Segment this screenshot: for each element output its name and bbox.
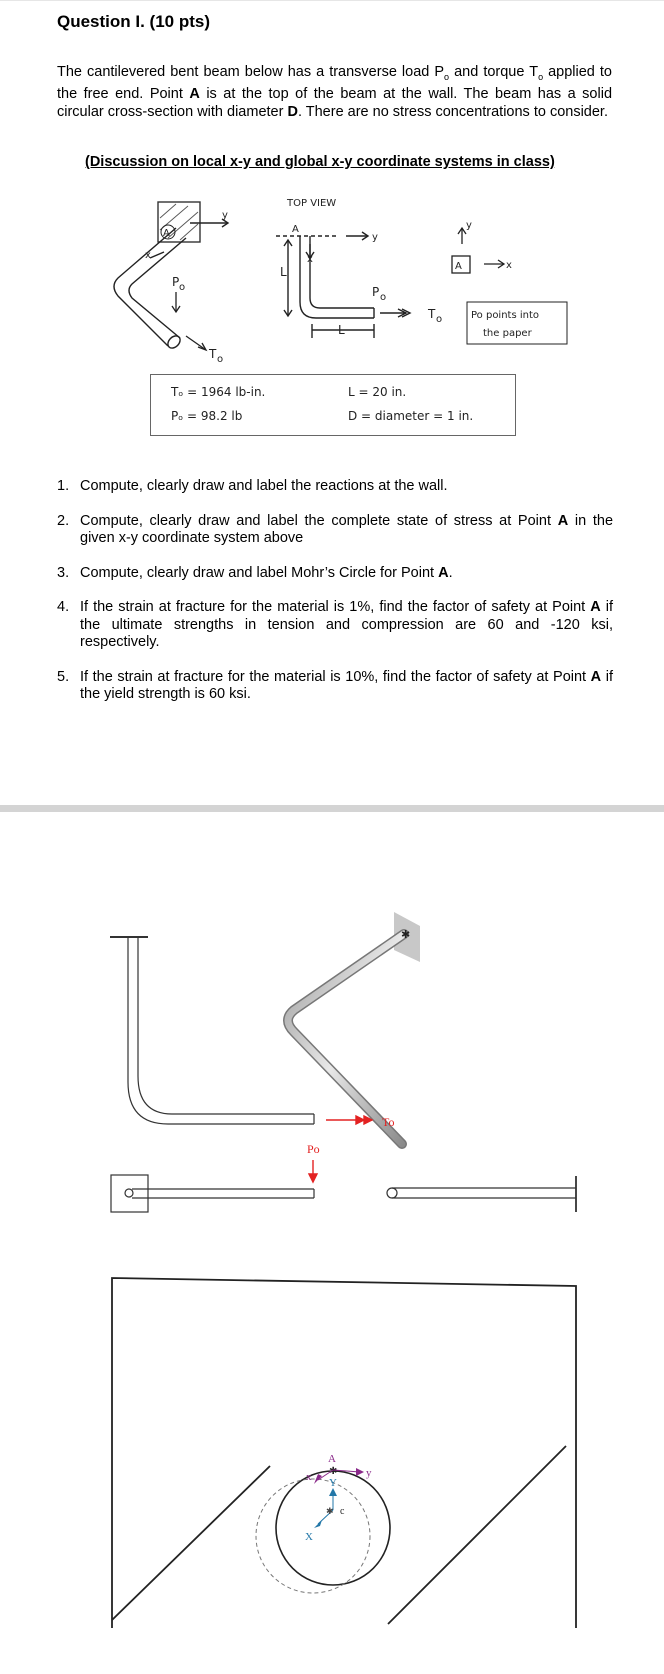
problem-statement: The cantilevered bent beam below has a transverse load $P_o$ and torque $T_o$ applied to the free end. Point A is at the top of the beam at the wall. The beam has a solid circular cross-section with diameter D. There are no stress concentrations to consider. xyxy=(57,64,613,120)
cad-torque-arrow xyxy=(326,1116,372,1124)
top-view-l-horizontal: L xyxy=(338,323,345,337)
global-x-label: x xyxy=(506,260,512,271)
cad-torque-label: To xyxy=(382,1115,395,1129)
svg-text:✱: ✱ xyxy=(326,1507,334,1517)
top-view-l-vertical: L xyxy=(280,265,287,279)
task-item: 4. If the strain at fracture for the material is 1%, find the factor of safety at Point A if the ultimate strengths in tension and compression are 60 and -120 ksi, respectively. xyxy=(57,599,613,650)
top-view-p-label: P xyxy=(372,285,380,299)
given-torque: Tₒ = 1964 lb-in. xyxy=(171,385,266,399)
sketch-local-x-label: x xyxy=(145,250,151,261)
sketch-point-a-label: A xyxy=(163,228,170,239)
cad-side-view-beam xyxy=(387,1176,576,1212)
given-length: L = 20 in. xyxy=(348,385,407,399)
cad-global-x-label: X xyxy=(305,1531,313,1543)
cad-load-label: Po xyxy=(307,1142,320,1156)
cad-section-axes xyxy=(314,1466,364,1528)
discussion-note: (Discussion on local x-y and global x-y coordinate systems in class) xyxy=(85,154,555,170)
top-view-t-label: T xyxy=(428,307,436,321)
sketch-local-y-label: y xyxy=(222,210,228,221)
cad-global-y-label: Y xyxy=(329,1477,337,1489)
global-point-a-label: A xyxy=(455,261,462,272)
note-line-2: the paper xyxy=(483,328,532,339)
cad-point-a-label: A xyxy=(328,1453,336,1465)
sketch-t-sub-left: o xyxy=(217,354,224,365)
given-load: Pₒ = 98.2 lb xyxy=(171,409,243,423)
top-view-p-sub: o xyxy=(380,292,387,303)
cad-local-x-label: x xyxy=(306,1471,312,1483)
cad-3d-beam xyxy=(288,912,420,1144)
global-y-label: y xyxy=(466,220,472,231)
task-item: 1. Compute, clearly draw and label the reactions at the wall. xyxy=(57,478,448,494)
top-view-label: TOP VIEW xyxy=(287,198,337,209)
sketch-t-label-left: T xyxy=(209,347,217,361)
task-item: 3. Compute, clearly draw and label Mohr’s Circle for Point A. xyxy=(57,564,453,581)
sketch-p-label: P xyxy=(172,275,180,289)
svg-text:✱: ✱ xyxy=(401,928,411,941)
sketch-p-sub: o xyxy=(179,282,186,293)
top-view-y-label: y xyxy=(372,232,378,243)
cad-center-label: c xyxy=(340,1506,345,1517)
task-item: 5. If the strain at fracture for the material is 10%, find the factor of safety at Point A if the yield strength is 60 ksi. xyxy=(57,668,613,702)
note-line-1: Po points into xyxy=(471,310,540,321)
question-title: Question I. (10 pts) xyxy=(57,12,211,31)
cad-top-view-beam xyxy=(110,937,314,1124)
cad-front-view-beam xyxy=(111,1175,314,1212)
svg-text:✱: ✱ xyxy=(329,1466,338,1477)
task-item: 2. Compute, clearly draw and label the complete state of stress at Point A in the given x-y coordinate system above xyxy=(57,512,614,546)
given-diameter: D = diameter = 1 in. xyxy=(348,409,474,423)
cad-section-detail xyxy=(112,1278,576,1628)
cad-local-y-label: y xyxy=(366,1467,372,1479)
cad-load-arrow xyxy=(309,1160,317,1182)
top-view-t-sub: o xyxy=(436,314,443,325)
top-view-x-label: x xyxy=(307,254,313,265)
top-view-a-label: A xyxy=(292,224,299,235)
